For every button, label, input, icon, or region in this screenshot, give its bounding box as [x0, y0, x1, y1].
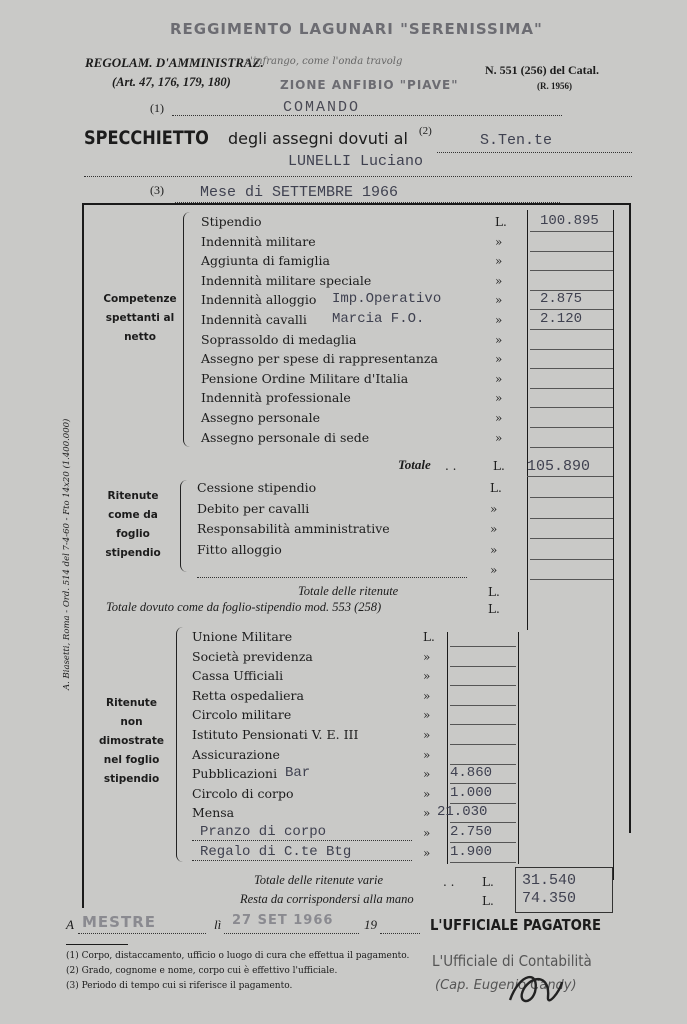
ritenute-row-label: Debito per cavalli — [197, 500, 310, 516]
comando-line — [172, 114, 562, 116]
competenze-row-sym: » — [495, 234, 503, 249]
ritenute-row-label: Cessione stipendio — [197, 480, 317, 495]
place-line — [78, 932, 206, 934]
competenze-row-sym: » — [495, 352, 503, 367]
competenze-row-label: Indennità cavalli — [201, 312, 307, 327]
varie-row-amount: 2.750 — [450, 824, 493, 840]
competenze-row-label: Pensione Ordine Militare d'Italia — [201, 370, 409, 386]
year-prefix: 19 — [364, 917, 377, 932]
varie-total-label: Totale delle ritenute varie — [254, 873, 384, 887]
varie-row-label: Società previdenza — [192, 648, 313, 664]
date-li: lì — [214, 917, 222, 932]
varie-row-sym: » — [423, 826, 431, 840]
competenze-amount-line — [530, 368, 613, 369]
varie-row-label: Cassa Ufficiali — [192, 668, 284, 684]
regolam-label: REGOLAM. D'AMMINISTRAZ. — [85, 55, 264, 70]
place-value: MESTRE — [82, 913, 157, 931]
year-line — [380, 932, 420, 934]
varie-row-sym: » — [423, 806, 431, 821]
competenze-amount-line — [530, 349, 613, 350]
competenze-row-label: Assegno personale — [201, 410, 321, 425]
competenze-amount-line — [530, 447, 613, 448]
title-rest: degli assegni dovuti al — [228, 129, 408, 148]
footnote-2: (2) Grado, cognome e nome, corpo cui è effettivo l'ufficiale. — [66, 966, 338, 976]
competenze-row-sym: » — [495, 293, 503, 308]
competenze-row-label: Assegno personale di sede — [201, 429, 370, 445]
varie-total-dots: . . — [443, 875, 455, 889]
varie-row-sym: » — [423, 688, 431, 703]
varie-amount-line — [450, 646, 516, 647]
competenze-row-label: Soprassoldo di medaglia — [201, 331, 357, 347]
competenze-total-underline — [527, 476, 613, 477]
competenze-total-dots: . . — [445, 459, 457, 473]
competenze-amount-line — [530, 427, 613, 428]
varie-row-sym: L. — [423, 630, 435, 644]
ritenute-amount-line — [530, 579, 613, 580]
ritenute-label: Ritenute come da foglio stipendio — [105, 490, 161, 559]
articles-label: (Art. 47, 176, 179, 180) — [112, 75, 231, 89]
signer-stamp: (Cap. Eugenio Candy) — [435, 978, 577, 993]
varie-row-label: Retta ospedaliera — [192, 687, 304, 703]
competenze-amount-line — [530, 329, 613, 330]
catalog-number: N. 551 (256) del Catal. — [485, 63, 599, 77]
varie-row-label: Circolo di corpo — [192, 785, 294, 801]
varie-row-label: Pubblicazioni — [192, 766, 278, 782]
varie-row-sym: » — [423, 649, 431, 664]
name-line — [84, 175, 632, 177]
competenze-total-label: Totale — [398, 457, 431, 472]
comando-value: COMANDO — [283, 99, 361, 116]
ufficiale-pagatore: L'UFFICIALE PAGATORE — [430, 916, 602, 934]
ritenute-row-sym: » — [490, 563, 498, 577]
competenze-total-sym: L. — [493, 459, 505, 473]
varie-row-typed: Bar — [285, 765, 311, 782]
rest-sym: L. — [482, 894, 494, 908]
varie-row-amount: 21.030 — [437, 804, 488, 821]
ritenute-row-sym: » — [490, 542, 498, 557]
competenze-row-sym: » — [495, 254, 503, 269]
varie-amount-line — [450, 744, 516, 745]
varie-row-label: Assicurazione — [192, 746, 280, 762]
competenze-row-sym: » — [495, 371, 503, 386]
note-marker-3: (3) — [150, 183, 164, 197]
varie-row-sym: » — [423, 708, 431, 723]
ritenute-brace — [180, 480, 187, 572]
footnote-1: (1) Corpo, distaccamento, ufficio o luogo di cura che effettua il pagamento. — [66, 951, 410, 961]
varie-total-sym: L. — [482, 875, 494, 889]
rest-amount: 74.350 — [522, 890, 577, 907]
competenze-amount-line — [530, 231, 613, 232]
varie-row-sym: » — [423, 845, 431, 860]
competenze-row-sym: » — [495, 411, 503, 425]
ritenute-row-sym: L. — [490, 481, 502, 495]
amount-col-left — [527, 210, 528, 630]
varie-total-amount: 31.540 — [522, 872, 577, 889]
competenze-amount-line — [530, 270, 613, 271]
footnote-rule — [66, 944, 128, 945]
competenze-row-label: Assegno per spese di rappresentanza — [201, 351, 438, 367]
totals-box — [515, 867, 613, 913]
competenze-brace — [183, 212, 190, 447]
competenze-row-label: Indennità militare speciale — [201, 272, 372, 288]
ritenute-row-label: Responsabilità amministrative — [197, 521, 390, 536]
competenze-amount-line — [530, 251, 613, 252]
varie-brace — [176, 627, 183, 862]
varie-row-label: Mensa — [192, 805, 235, 821]
varie-row-amount: 1.000 — [450, 784, 493, 801]
varie-amount-line — [450, 705, 516, 706]
competenze-row-typed: Marcia F.O. — [332, 311, 425, 327]
footnote-3: (3) Periodo di tempo cui si riferisce il pagamento. — [66, 981, 293, 991]
rank-line — [437, 151, 632, 153]
varie-label: Ritenute non dimostrate nel foglio stipendio — [99, 697, 164, 785]
note-marker-1: (1) — [150, 101, 164, 115]
frame-top — [82, 203, 631, 205]
competenze-row-sym: » — [495, 313, 503, 327]
contabilita-stamp: L'Ufficiale di Contabilità — [432, 952, 592, 970]
ritenute-row-label: Fitto alloggio — [197, 541, 282, 557]
ritenute-row-sym: » — [490, 501, 498, 516]
competenze-row-label: Indennità alloggio — [201, 292, 317, 308]
motto-stamp: s'infrango, come l'onda travolg — [245, 56, 403, 67]
varie-row-sym: » — [423, 669, 431, 684]
varie-row-typed: Pranzo di corpo — [200, 824, 327, 840]
varie-row-label: Istituto Pensionati V. E. III — [192, 727, 359, 742]
period-value: Mese di SETTEMBRE 1966 — [200, 184, 399, 201]
ritenute-row-sym: » — [490, 522, 498, 536]
competenze-row-sym: » — [495, 273, 503, 288]
battalion-stamp: ZIONE ANFIBIO "PIAVE" — [280, 78, 459, 92]
handwritten-signature — [500, 962, 570, 1012]
competenze-row-sym: L. — [495, 215, 507, 229]
varie-col-right — [518, 632, 519, 864]
varie-row-sym: » — [423, 728, 431, 742]
varie-amount-line — [450, 685, 516, 686]
totale-dovuto-sym: L. — [488, 602, 500, 616]
varie-col-left — [447, 632, 448, 864]
title-specchietto: SPECCHIETTO — [84, 127, 209, 149]
ritenute-total-sym: L. — [488, 585, 500, 599]
regiment-stamp: REGGIMENTO LAGUNARI "SERENISSIMA" — [170, 20, 543, 38]
competenze-row-sym: » — [495, 391, 503, 406]
frame-right — [629, 203, 631, 833]
varie-row-amount: 4.860 — [450, 765, 493, 782]
ritenute-amount-line — [530, 559, 613, 560]
ritenute-total-label: Totale delle ritenute — [298, 584, 399, 598]
competenze-amount-line — [530, 388, 613, 389]
varie-row-sym: » — [423, 767, 431, 782]
rest-label: Resta da corrispondersi alla mano — [240, 892, 414, 906]
ritenute-amount-line — [530, 518, 613, 519]
varie-row-sym: » — [423, 786, 431, 801]
ritenute-amount-line — [530, 497, 613, 498]
competenze-row-sym: » — [495, 332, 503, 347]
competenze-row-label: Indennità militare — [201, 233, 316, 249]
competenze-row-sym: » — [495, 430, 503, 445]
competenze-row-label: Stipendio — [201, 214, 262, 229]
varie-row-label: Circolo militare — [192, 707, 292, 723]
ritenute-blank-line — [197, 576, 467, 578]
varie-amount-line — [450, 724, 516, 725]
competenze-row-label: Aggiunta di famiglia — [201, 253, 330, 269]
competenze-row-label: Indennità professionale — [201, 390, 351, 406]
competenze-total-amount: 105.890 — [527, 458, 591, 475]
printer-info: A. Biasetti, Roma - Ord. 514 del 7-4-60 - Fto 14x20 (1.400.000) — [62, 418, 72, 690]
competenze-amount-line — [530, 407, 613, 408]
competenze-row-amount: 2.120 — [540, 311, 583, 327]
officer-name: LUNELLI Luciano — [288, 153, 424, 170]
note-marker-2: (2) — [419, 125, 432, 137]
competenze-label: Competenze spettanti al netto — [103, 293, 177, 343]
ritenute-amount-line — [530, 538, 613, 539]
frame-left — [82, 203, 84, 908]
totale-dovuto-label: Totale dovuto come da foglio-stipendio mod. 553 (258) — [106, 600, 382, 614]
catalog-year: (R. 1956) — [537, 81, 572, 91]
varie-row-label: Unione Militare — [192, 629, 293, 644]
varie-row-sym: » — [423, 747, 431, 762]
varie-amount-line — [450, 666, 516, 667]
competenze-row-amount: 2.875 — [540, 291, 583, 308]
date-line — [224, 932, 359, 934]
varie-row-amount: 1.900 — [450, 843, 493, 860]
rank-value: S.Ten.te — [480, 132, 553, 149]
date-value: 27 SET 1966 — [232, 913, 334, 928]
competenze-row-amount: 100.895 — [540, 213, 599, 229]
competenze-row-typed: Imp.Operativo — [332, 291, 442, 308]
varie-row-typed: Regalo di C.te Btg — [200, 843, 352, 860]
place-prefix: A — [66, 917, 74, 932]
amount-col-right — [613, 210, 614, 880]
varie-amount-line — [450, 862, 516, 863]
